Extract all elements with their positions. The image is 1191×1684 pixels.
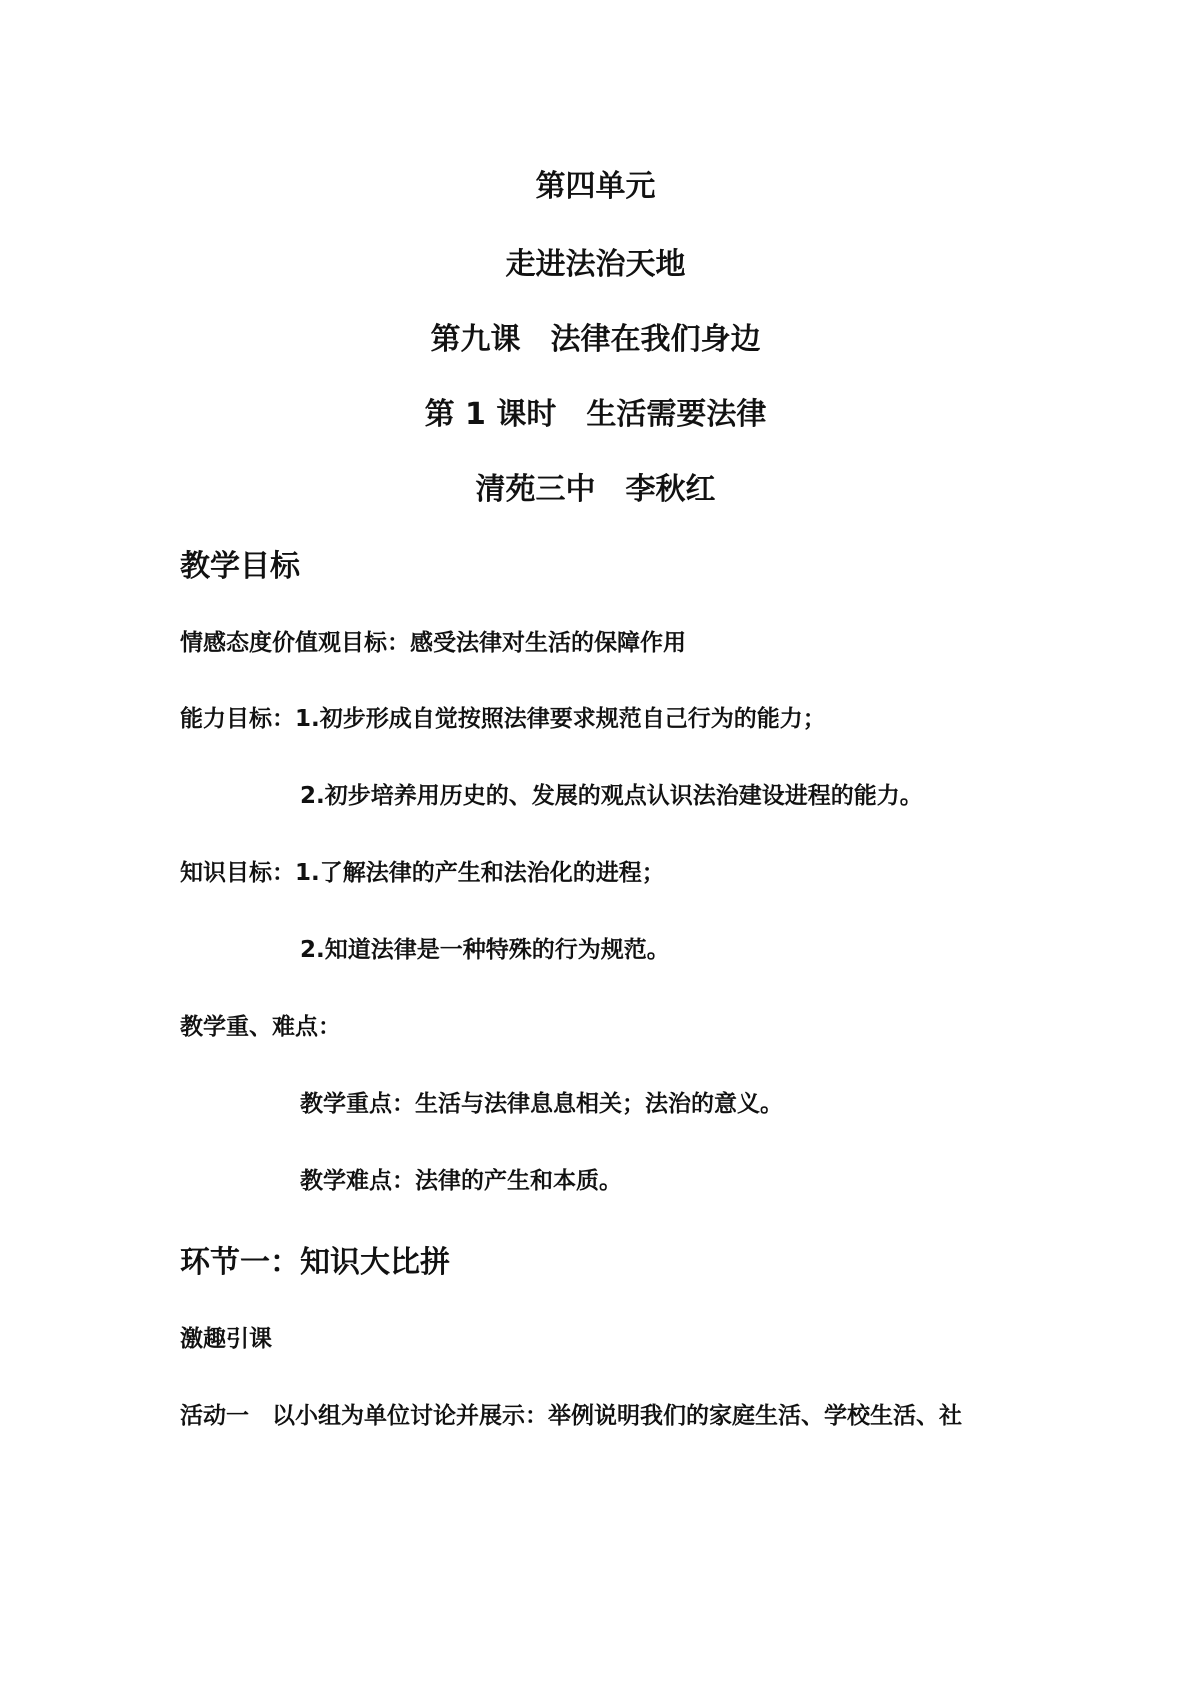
teaching-difficulty: 教学难点：法律的产生和本质。 xyxy=(300,1168,622,1194)
lesson-title: 第九课 法律在我们身边 xyxy=(430,322,761,357)
section-one-heading: 环节一：知识大比拼 xyxy=(180,1245,450,1280)
unit-title: 走进法治天地 xyxy=(505,247,686,282)
objectives-heading: 教学目标 xyxy=(180,549,300,584)
period-title: 第 1 课时 生活需要法律 xyxy=(424,397,767,432)
ability-objective-1: 能力目标：1.初步形成自觉按照法律要求规范自己行为的能力； xyxy=(180,706,826,732)
activity-one: 活动一 以小组为单位讨论并展示：举例说明我们的家庭生活、学校生活、社 xyxy=(180,1403,962,1429)
knowledge-objective-2: 2.知道法律是一种特殊的行为规范。 xyxy=(300,937,670,963)
unit-heading: 第四单元 xyxy=(535,169,656,204)
emotion-objective: 情感态度价值观目标：感受法律对生活的保障作用 xyxy=(180,630,686,656)
knowledge-objective-1: 知识目标：1.了解法律的产生和法治化的进程； xyxy=(180,860,665,886)
author-line: 清苑三中 李秋红 xyxy=(475,472,716,507)
key-points-heading: 教学重、难点： xyxy=(180,1014,341,1040)
teaching-focus: 教学重点：生活与法律息息相关；法治的意义。 xyxy=(300,1091,783,1117)
section-one-intro: 激趣引课 xyxy=(180,1326,272,1352)
ability-objective-2: 2.初步培养用历史的、发展的观点认识法治建设进程的能力。 xyxy=(300,783,923,809)
